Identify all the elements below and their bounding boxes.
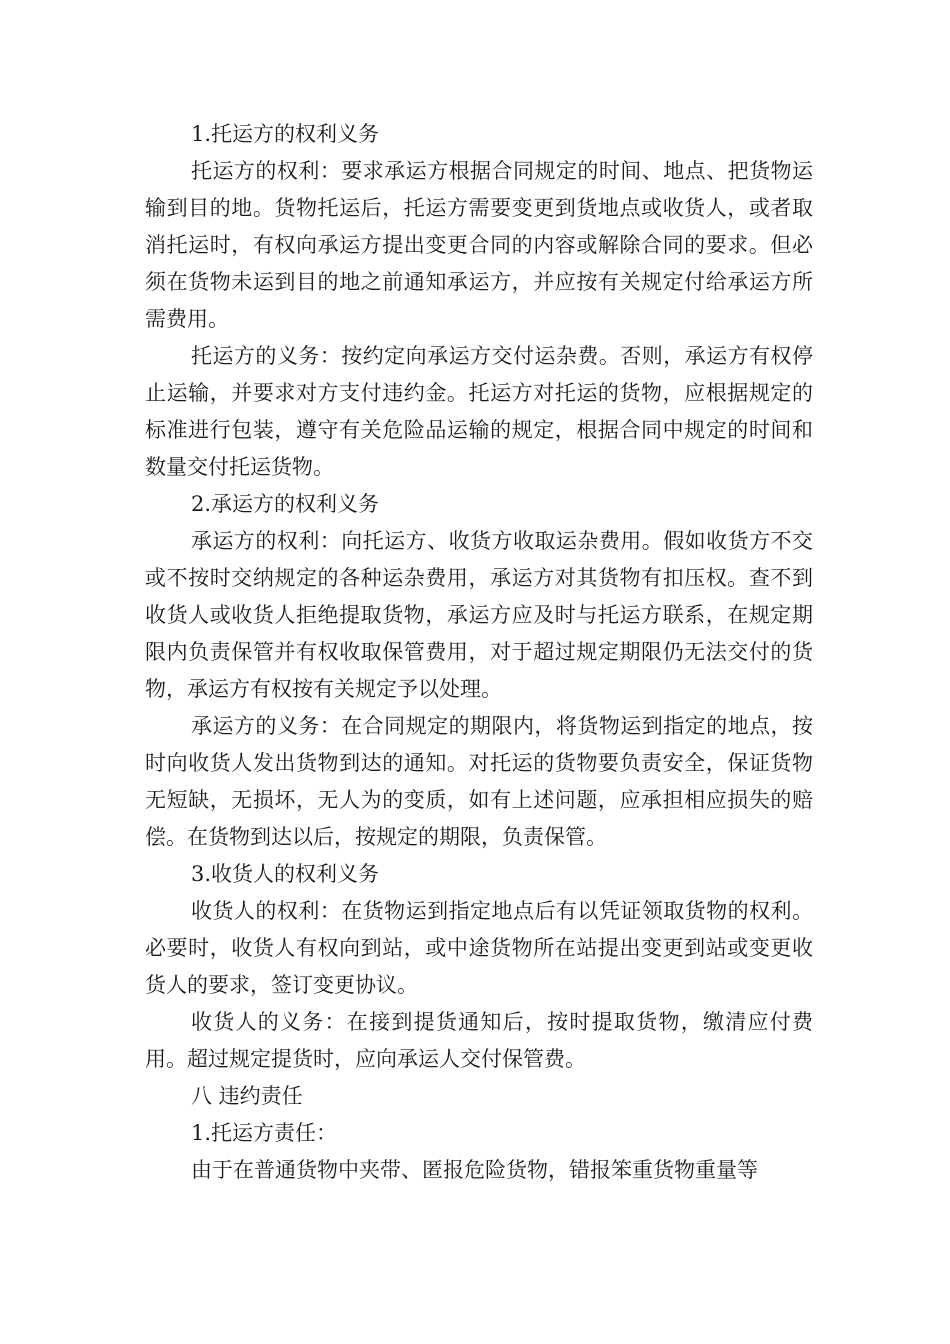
paragraph-consignee-duties: 收货人的义务：在接到提货通知后，按时提取货物，缴清应付费用。超过规定提货时，应向承运人交付保管费。 — [145, 1010, 813, 1071]
paragraph-carrier-rights: 承运方的权利：向托运方、收货方收取运杂费用。假如收货方不交或不按时交纳规定的各种运杂费用，承运方对其货物有扣压权。查不到收货人或收货人拒绝提取货物，承运方应及时与托运方联系，在规定期限内负责保管并有权收取保管费用，对于超过规定期限仍无法交付的货物，承运方有权按有关规定予以处理。 — [145, 529, 813, 701]
section-heading-consignee-rights-duties: 3.收货人的权利义务 — [191, 862, 380, 886]
paragraph-shipper-rights: 托运方的权利：要求承运方根据合同规定的时间、地点、把货物运输到目的地。货物托运后，托运方需要变更到货地点或收货人，或者取消托运时，有权向承运方提出变更合同的内容或解除合同的要求。但必须在货物未运到目的地之前通知承运方，并应按有关规定付给承运方所需费用。 — [145, 159, 813, 331]
document-body — [145, 116, 813, 1189]
paragraph-shipper-duties: 托运方的义务：按约定向承运方交付运杂费。否则，承运方有权停止运输，并要求对方支付违约金。托运方对托运的货物，应根据规定的标准进行包装，遵守有关危险品运输的规定，根据合同中规定的时间和数量交付托运货物。 — [145, 344, 813, 479]
section-heading-carrier-rights-duties: 2.承运方的权利义务 — [191, 492, 380, 516]
section-heading-shipper-rights-duties: 1.托运方的权利义务 — [191, 122, 380, 146]
paragraph-consignee-rights: 收货人的权利：在货物运到指定地点后有以凭证领取货物的权利。必要时，收货人有权向到站，或中途货物所在站提出变更到站或变更收货人的要求，签订变更协议。 — [145, 899, 813, 997]
section-heading-liability: 八 违约责任 — [191, 1084, 303, 1108]
paragraph-shipper-liability: 由于在普通货物中夹带、匿报危险货物，错报笨重货物重量等 — [191, 1158, 758, 1182]
paragraph-carrier-duties: 承运方的义务：在合同规定的期限内，将货物运到指定的地点，按时向收货人发出货物到达的通知。对托运的货物要负责安全，保证货物无短缺，无损坏，无人为的变质，如有上述问题，应承担相应损失的赔偿。在货物到达以后，按规定的期限，负责保管。 — [145, 714, 813, 849]
section-heading-shipper-liability: 1.托运方责任： — [191, 1121, 338, 1145]
